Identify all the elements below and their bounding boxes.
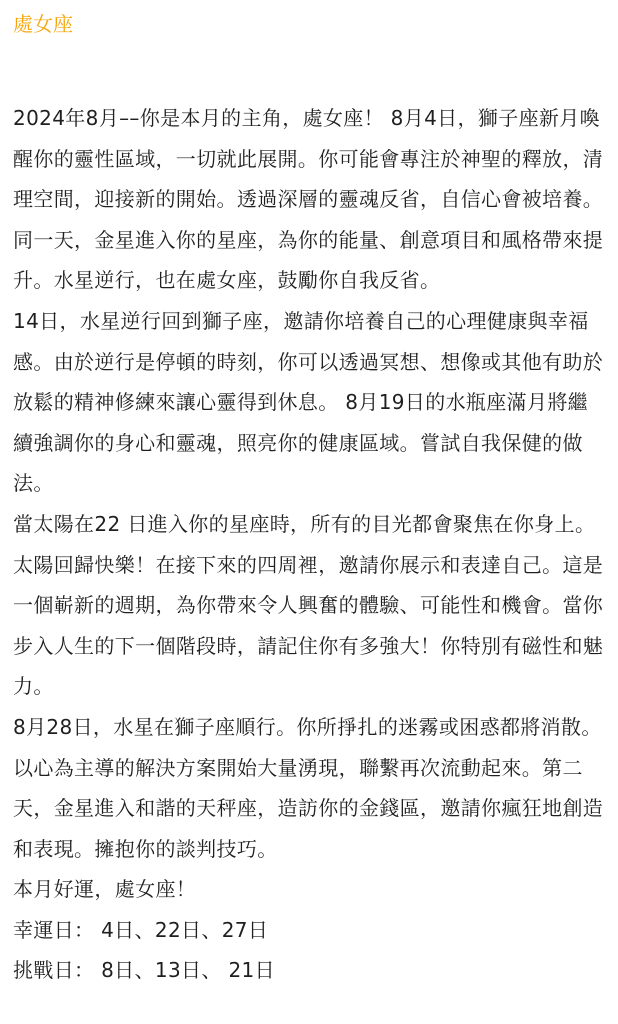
- page-title: 處女座: [13, 12, 73, 36]
- lucky-days-line: 幸運日： 4日、22日、27日: [13, 917, 269, 942]
- paragraph-intro: 2024年8月––你是本月的主角，處女座！ 8月4日，獅子座新月喚醒你的靈性區域，一切就此展開。你可能會專注於神聖的釋放，清理空間，迎接新的開始。透過深層的靈魂反省，自信心會被培養。同一天，金星進入你的星座，為你的能量、創意項目和風格帶來提升。水星逆行，也在處女座，鼓勵你自我反省。: [13, 106, 604, 293]
- paragraph-sun-enters: 當太陽在22 日進入你的星座時，所有的目光都會聚焦在你身上。太陽回歸快樂！在接下來的四周裡，邀請你展示和表達自己。這是一個嶄新的週期，為你帶來令人興奮的體驗、可能性和機會。當你步入人生的下一個階段時，請記住你有多強大！你特別有磁性和魅力。: [13, 511, 604, 699]
- paragraph-mercury-direct: 8月28日，水星在獅子座順行。你所掙扎的迷霧或困惑都將消散。以心為主導的解決方案開始大量湧現，聯繫再次流動起來。第二天，金星進入和諧的天秤座，造訪你的金錢區，邀請你瘋狂地創造和表現。擁抱你的談判技巧。: [13, 714, 604, 861]
- article-body: [13, 98, 606, 991]
- good-luck-line: 本月好運，處女座！: [13, 877, 197, 902]
- challenge-days-line: 挑戰日： 8日、13日、 21日: [13, 958, 275, 983]
- paragraph-mercury-retrograde: 14日，水星逆行回到獅子座，邀請你培養自己的心理健康與幸福感。由於逆行是停頓的時刻，你可以透過冥想、想像或其他有助於放鬆的精神修練來讓心靈得到休息。 8月19日的水瓶座滿月將繼續強調你的身心和靈魂，照亮你的健康區域。嘗試自我保健的做法。: [13, 308, 604, 496]
